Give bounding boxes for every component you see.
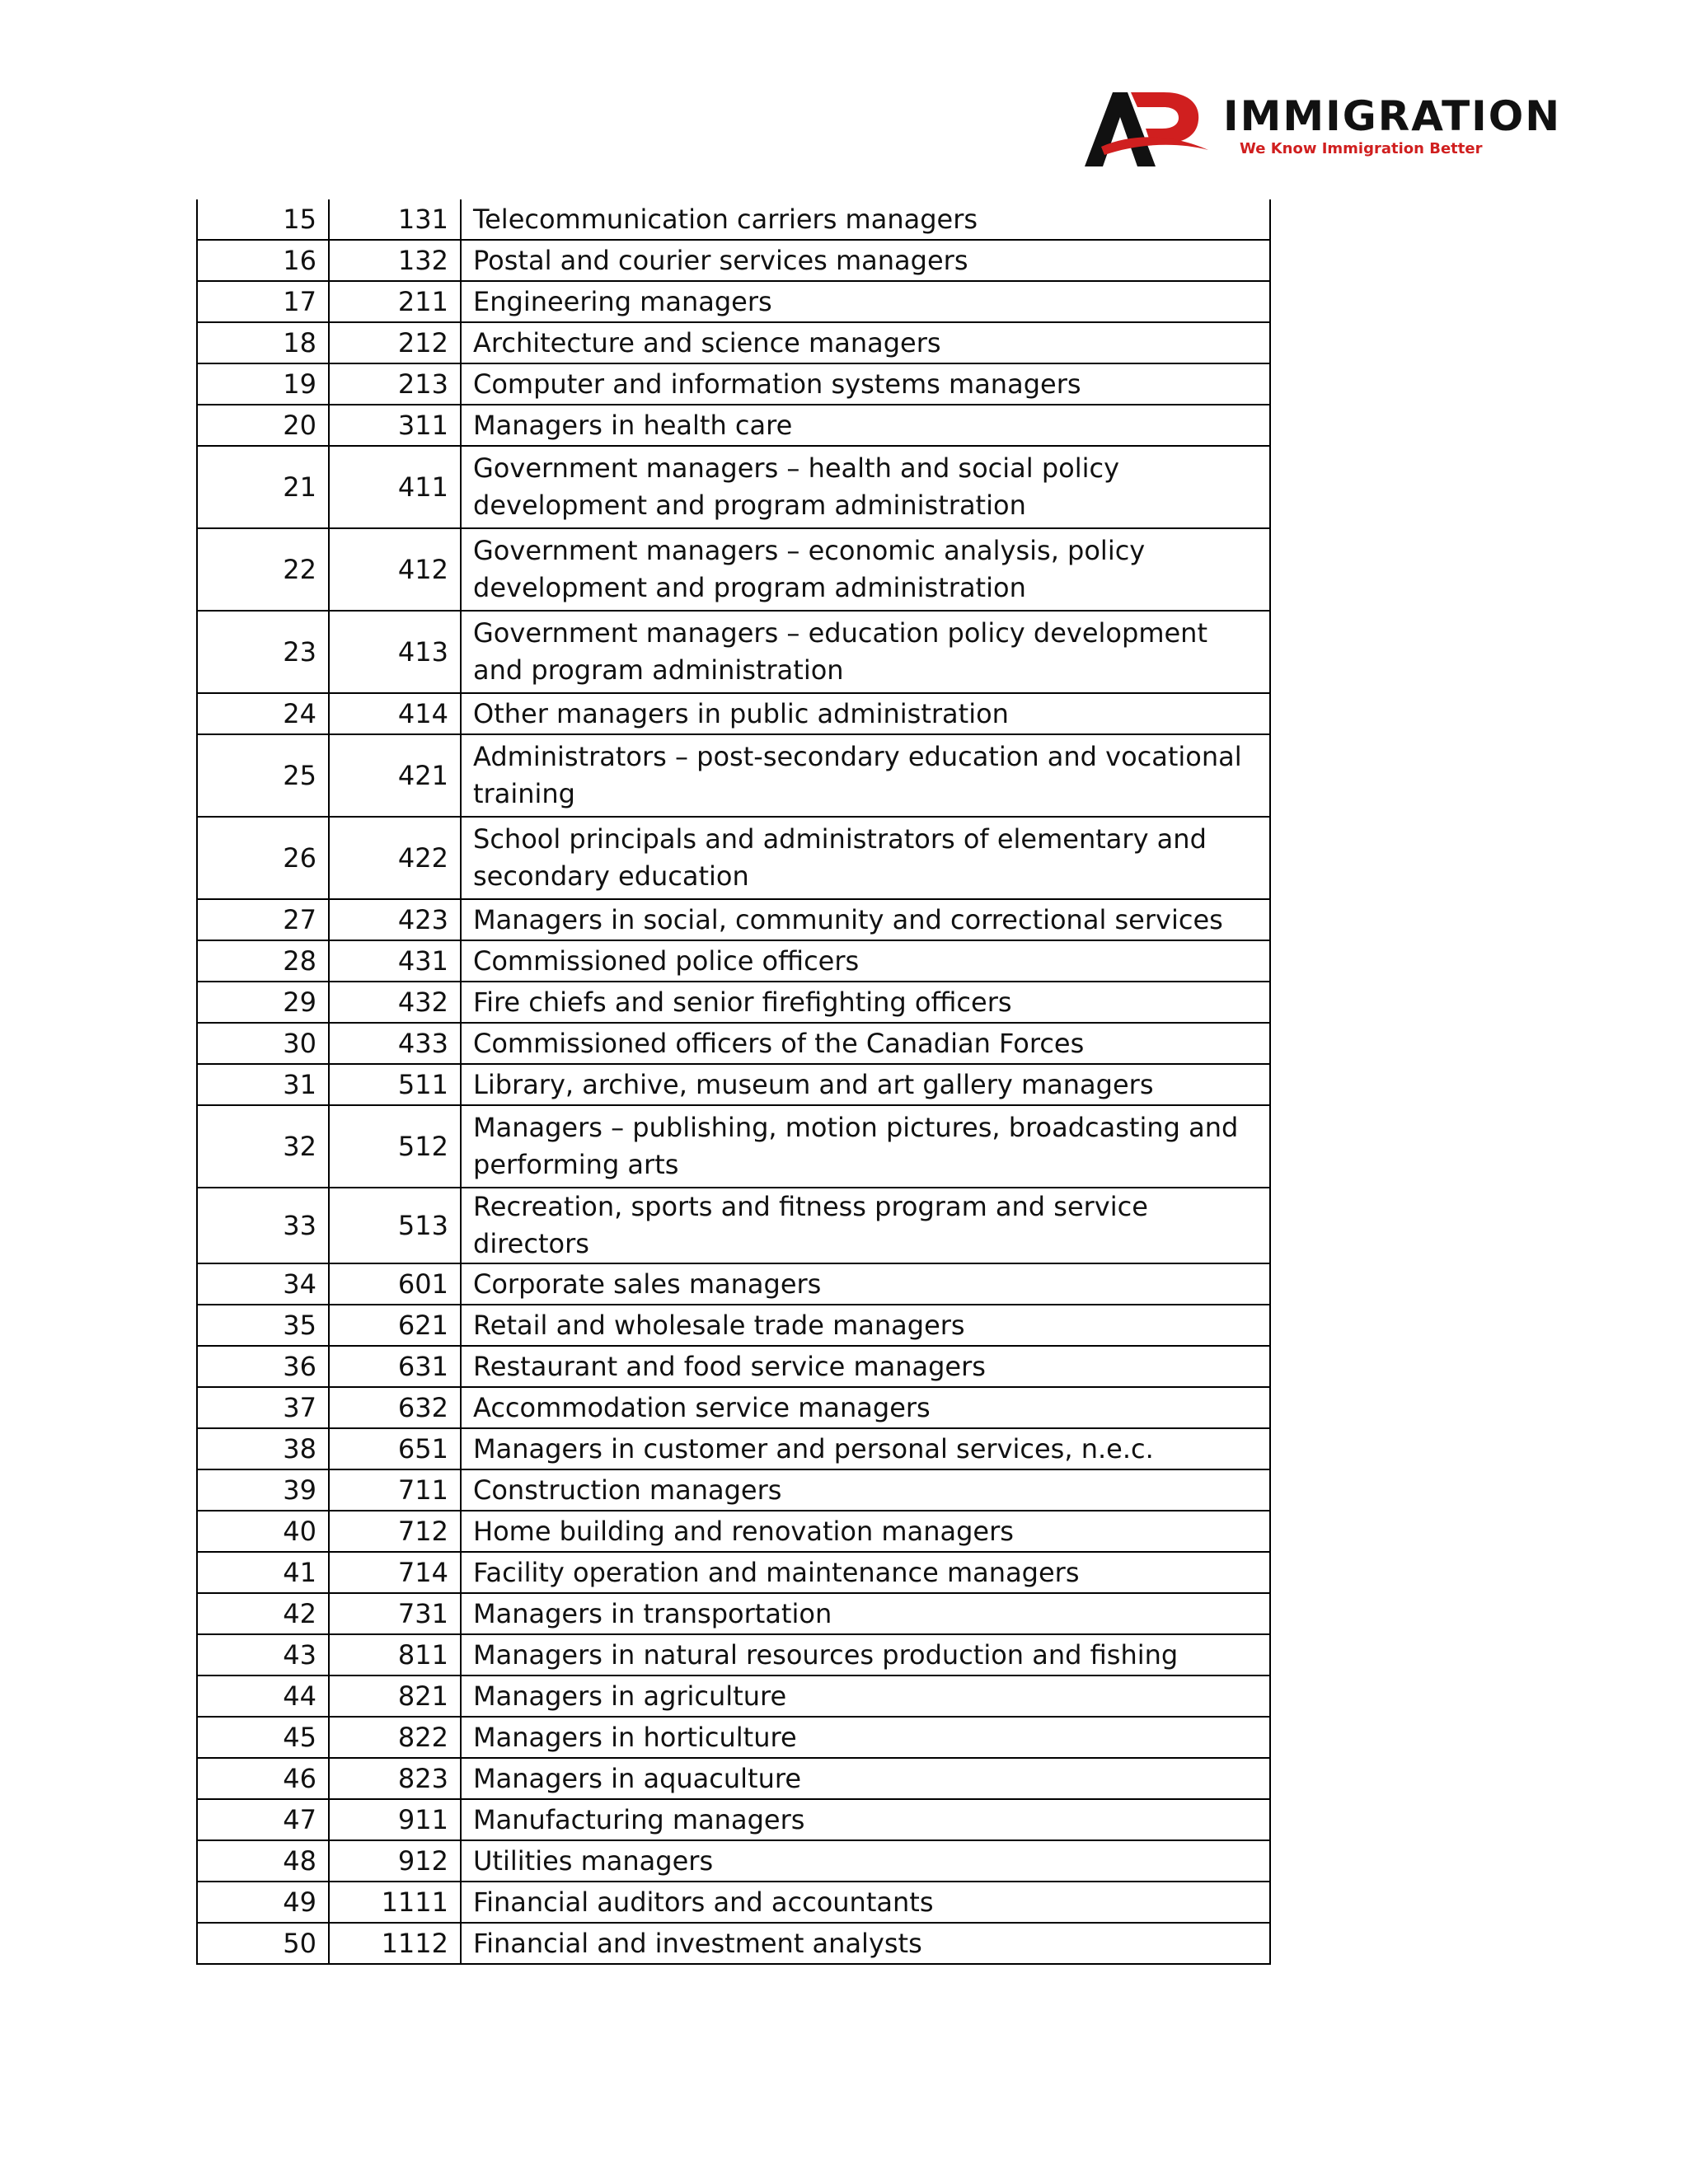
table-row [197,1675,1270,1717]
row-number-cell: 49 [197,1882,329,1923]
noc-code-cell: 132 [329,240,461,281]
table-row [197,899,1270,940]
table-row [197,1634,1270,1675]
row-number-cell: 21 [197,446,329,528]
noc-code-cell: 431 [329,940,461,982]
occupation-title-cell: Other managers in public administration [461,693,1270,734]
noc-code-cell: 432 [329,982,461,1023]
noc-code-cell: 1112 [329,1923,461,1964]
noc-code-cell: 511 [329,1064,461,1105]
table-row [197,1023,1270,1064]
row-number-cell: 45 [197,1717,329,1758]
occupation-title-cell: Postal and courier services managers [461,240,1270,281]
table-row [197,1511,1270,1552]
noc-code-cell: 311 [329,405,461,446]
occupation-title-cell: Manufacturing managers [461,1799,1270,1840]
table-row [197,1717,1270,1758]
row-number-cell: 43 [197,1634,329,1675]
table-row [197,1882,1270,1923]
occupation-title-cell: Accommodation service managers [461,1387,1270,1428]
table-row [197,611,1270,693]
row-number-cell: 16 [197,240,329,281]
noc-code-cell: 414 [329,693,461,734]
noc-code-cell: 731 [329,1593,461,1634]
row-number-cell: 50 [197,1923,329,1964]
table-row [197,363,1270,405]
row-number-cell: 24 [197,693,329,734]
occupation-table [196,199,1271,1965]
occupation-title-cell: Telecommunication carriers managers [461,199,1270,240]
noc-code-cell: 512 [329,1105,461,1188]
table-row [197,1469,1270,1511]
occupation-title-cell: Architecture and science managers [461,322,1270,363]
table-row [197,1387,1270,1428]
noc-code-cell: 811 [329,1634,461,1675]
occupation-title-cell: Managers in customer and personal services, n.e.c. [461,1428,1270,1469]
table-row [197,1064,1270,1105]
row-number-cell: 41 [197,1552,329,1593]
row-number-cell: 28 [197,940,329,982]
noc-code-cell: 822 [329,1717,461,1758]
row-number-cell: 17 [197,281,329,322]
table-row [197,1552,1270,1593]
row-number-cell: 40 [197,1511,329,1552]
table-row [197,281,1270,322]
occupation-title-cell: Administrators – post-secondary education and vocational training [461,734,1270,817]
noc-code-cell: 601 [329,1263,461,1305]
occupation-table-body [197,199,1270,1964]
table-row [197,199,1270,240]
occupation-title-cell: Managers – publishing, motion pictures, broadcasting and performing arts [461,1105,1270,1188]
brand-name: IMMIGRATION [1223,92,1562,140]
occupation-title-cell: Financial and investment analysts [461,1923,1270,1964]
occupation-title-cell: Managers in natural resources production and fishing [461,1634,1270,1675]
table-row [197,446,1270,528]
occupation-title-cell: School principals and administrators of elementary and secondary education [461,817,1270,899]
noc-code-cell: 513 [329,1188,461,1263]
noc-code-cell: 423 [329,899,461,940]
row-number-cell: 44 [197,1675,329,1717]
occupation-title-cell: Corporate sales managers [461,1263,1270,1305]
table-row [197,1923,1270,1964]
occupation-title-cell: Library, archive, museum and art gallery managers [461,1064,1270,1105]
noc-code-cell: 422 [329,817,461,899]
occupation-title-cell: Managers in aquaculture [461,1758,1270,1799]
noc-code-cell: 632 [329,1387,461,1428]
occupation-title-cell: Government managers – health and social policy development and program administration [461,446,1270,528]
occupation-title-cell: Managers in agriculture [461,1675,1270,1717]
row-number-cell: 48 [197,1840,329,1882]
noc-code-cell: 823 [329,1758,461,1799]
noc-code-cell: 651 [329,1428,461,1469]
company-logo [1085,89,1562,168]
ap-logo-mark-icon [1085,89,1208,168]
table-row [197,405,1270,446]
noc-code-cell: 1111 [329,1882,461,1923]
row-number-cell: 42 [197,1593,329,1634]
table-row [197,1105,1270,1188]
table-row [197,1428,1270,1469]
occupation-title-cell: Fire chiefs and senior firefighting officers [461,982,1270,1023]
noc-code-cell: 412 [329,528,461,611]
occupation-title-cell: Construction managers [461,1469,1270,1511]
table-row [197,1305,1270,1346]
row-number-cell: 47 [197,1799,329,1840]
noc-code-cell: 912 [329,1840,461,1882]
row-number-cell: 46 [197,1758,329,1799]
noc-code-cell: 212 [329,322,461,363]
occupation-title-cell: Utilities managers [461,1840,1270,1882]
table-row [197,1346,1270,1387]
row-number-cell: 37 [197,1387,329,1428]
row-number-cell: 22 [197,528,329,611]
noc-code-cell: 621 [329,1305,461,1346]
table-row [197,817,1270,899]
noc-code-cell: 211 [329,281,461,322]
noc-code-cell: 821 [329,1675,461,1717]
occupation-title-cell: Computer and information systems managers [461,363,1270,405]
row-number-cell: 34 [197,1263,329,1305]
row-number-cell: 26 [197,817,329,899]
table-row [197,1758,1270,1799]
occupation-title-cell: Financial auditors and accountants [461,1882,1270,1923]
noc-code-cell: 411 [329,446,461,528]
row-number-cell: 29 [197,982,329,1023]
occupation-title-cell: Government managers – education policy development and program administration [461,611,1270,693]
noc-code-cell: 714 [329,1552,461,1593]
noc-code-cell: 413 [329,611,461,693]
occupation-title-cell: Commissioned officers of the Canadian Forces [461,1023,1270,1064]
occupation-title-cell: Commissioned police officers [461,940,1270,982]
occupation-title-cell: Managers in horticulture [461,1717,1270,1758]
row-number-cell: 38 [197,1428,329,1469]
brand-tagline: We Know Immigration Better [1240,140,1483,157]
occupation-title-cell: Restaurant and food service managers [461,1346,1270,1387]
row-number-cell: 32 [197,1105,329,1188]
table-row [197,982,1270,1023]
row-number-cell: 30 [197,1023,329,1064]
table-row [197,1188,1270,1263]
row-number-cell: 33 [197,1188,329,1263]
noc-code-cell: 421 [329,734,461,817]
row-number-cell: 35 [197,1305,329,1346]
row-number-cell: 36 [197,1346,329,1387]
occupation-title-cell: Facility operation and maintenance managers [461,1552,1270,1593]
noc-code-cell: 631 [329,1346,461,1387]
noc-code-cell: 131 [329,199,461,240]
row-number-cell: 25 [197,734,329,817]
noc-code-cell: 911 [329,1799,461,1840]
table-row [197,240,1270,281]
noc-code-cell: 433 [329,1023,461,1064]
table-row [197,1840,1270,1882]
noc-code-cell: 711 [329,1469,461,1511]
row-number-cell: 20 [197,405,329,446]
table-row [197,528,1270,611]
row-number-cell: 27 [197,899,329,940]
table-row [197,322,1270,363]
row-number-cell: 39 [197,1469,329,1511]
table-row [197,693,1270,734]
occupation-title-cell: Managers in health care [461,405,1270,446]
occupation-title-cell: Managers in transportation [461,1593,1270,1634]
row-number-cell: 19 [197,363,329,405]
occupation-title-cell: Government managers – economic analysis, policy development and program administration [461,528,1270,611]
row-number-cell: 18 [197,322,329,363]
noc-code-cell: 213 [329,363,461,405]
row-number-cell: 23 [197,611,329,693]
occupation-title-cell: Engineering managers [461,281,1270,322]
occupation-title-cell: Home building and renovation managers [461,1511,1270,1552]
table-row [197,1263,1270,1305]
table-row [197,734,1270,817]
occupation-title-cell: Recreation, sports and fitness program and service directors [461,1188,1270,1263]
table-row [197,1593,1270,1634]
row-number-cell: 15 [197,199,329,240]
occupation-title-cell: Retail and wholesale trade managers [461,1305,1270,1346]
table-row [197,1799,1270,1840]
occupation-title-cell: Managers in social, community and correctional services [461,899,1270,940]
noc-code-cell: 712 [329,1511,461,1552]
table-row [197,940,1270,982]
row-number-cell: 31 [197,1064,329,1105]
